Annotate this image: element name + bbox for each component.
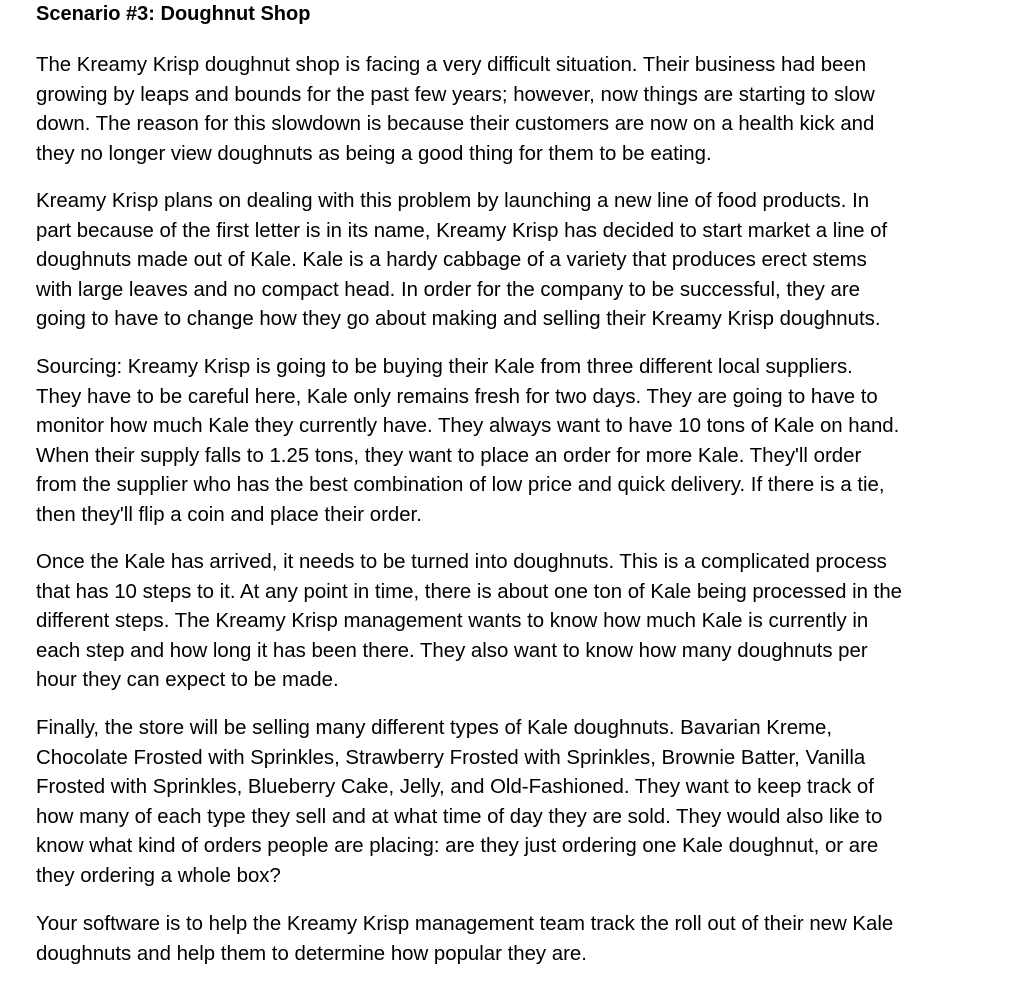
page-title: Scenario #3: Doughnut Shop: [36, 3, 311, 25]
text-line: each step and how long it has been there. They also want to know how many doughnuts per: [36, 639, 868, 662]
text-line: with large leaves and no compact head. In order for the company to be successful, they are: [36, 278, 861, 301]
text-line: When their supply falls to 1.25 tons, they want to place an order for more Kale. They'll order: [36, 444, 862, 467]
text-line: Finally, the store will be selling many different types of Kale doughnuts. Bavarian Kreme,: [36, 717, 833, 739]
text-line: they ordering a whole box?: [36, 864, 281, 887]
text-line: Chocolate Frosted with Sprinkles, Strawberry Frosted with Sprinkles, Brownie Batter, Vanilla: [36, 746, 866, 769]
paragraph-situation: [36, 51, 1006, 169]
text-line: Sourcing: Kreamy Krisp is going to be buying their Kale from three different local suppliers.: [36, 356, 853, 378]
text-line: The Kreamy Krisp doughnut shop is facing a very difficult situation. Their business had been: [36, 54, 867, 76]
text-line: they no longer view doughnuts as being a good thing for them to be eating.: [36, 142, 712, 165]
paragraph-processing: [36, 548, 1006, 696]
text-line: down. The reason for this slowdown is because their customers are now on a health kick and: [36, 113, 875, 136]
text-line: Once the Kale has arrived, it needs to be turned into doughnuts. This is a complicated process: [36, 551, 887, 573]
text-line: Kreamy Krisp plans on dealing with this problem by launching a new line of food products. In: [36, 190, 870, 212]
text-line: monitor how much Kale they currently have. They always want to have 10 tons of Kale on hand.: [36, 415, 900, 438]
text-line: doughnuts made out of Kale. Kale is a hardy cabbage of a variety that produces erect stems: [36, 249, 867, 272]
paragraph-plan: [36, 187, 1006, 335]
text-line: different steps. The Kreamy Krisp management wants to know how much Kale is currently in: [36, 610, 869, 633]
text-line: know what kind of orders people are placing: are they just ordering one Kale doughnut, or are: [36, 835, 879, 858]
text-line: Frosted with Sprinkles, Blueberry Cake, Jelly, and Old-Fashioned. They want to keep track of: [36, 776, 874, 799]
paragraph-software-goal: [36, 910, 1006, 969]
paragraph-sales: [36, 714, 1006, 892]
text-line: doughnuts and help them to determine how popular they are.: [36, 942, 587, 965]
text-line: part because of the first letter is in its name, Kreamy Krisp has decided to start market a line of: [36, 219, 888, 242]
text-line: going to have to change how they go about making and selling their Kreamy Krisp doughnuts.: [36, 308, 881, 331]
text-line: from the supplier who has the best combination of low price and quick delivery. If there is a tie,: [36, 474, 885, 497]
text-line: then they'll flip a coin and place their order.: [36, 503, 422, 526]
text-line: Your software is to help the Kreamy Krisp management team track the roll out of their new Kale: [36, 913, 894, 935]
text-line: growing by leaps and bounds for the past few years; however, now things are starting to slow: [36, 83, 875, 106]
text-line: They have to be careful here, Kale only remains fresh for two days. They are going to have to: [36, 385, 878, 408]
text-line: that has 10 steps to it. At any point in time, there is about one ton of Kale being processed in the: [36, 580, 903, 603]
text-line: hour they can expect to be made.: [36, 669, 339, 692]
paragraph-sourcing: [36, 353, 1006, 531]
text-line: how many of each type they sell and at what time of day they are sold. They would also like to: [36, 805, 883, 828]
